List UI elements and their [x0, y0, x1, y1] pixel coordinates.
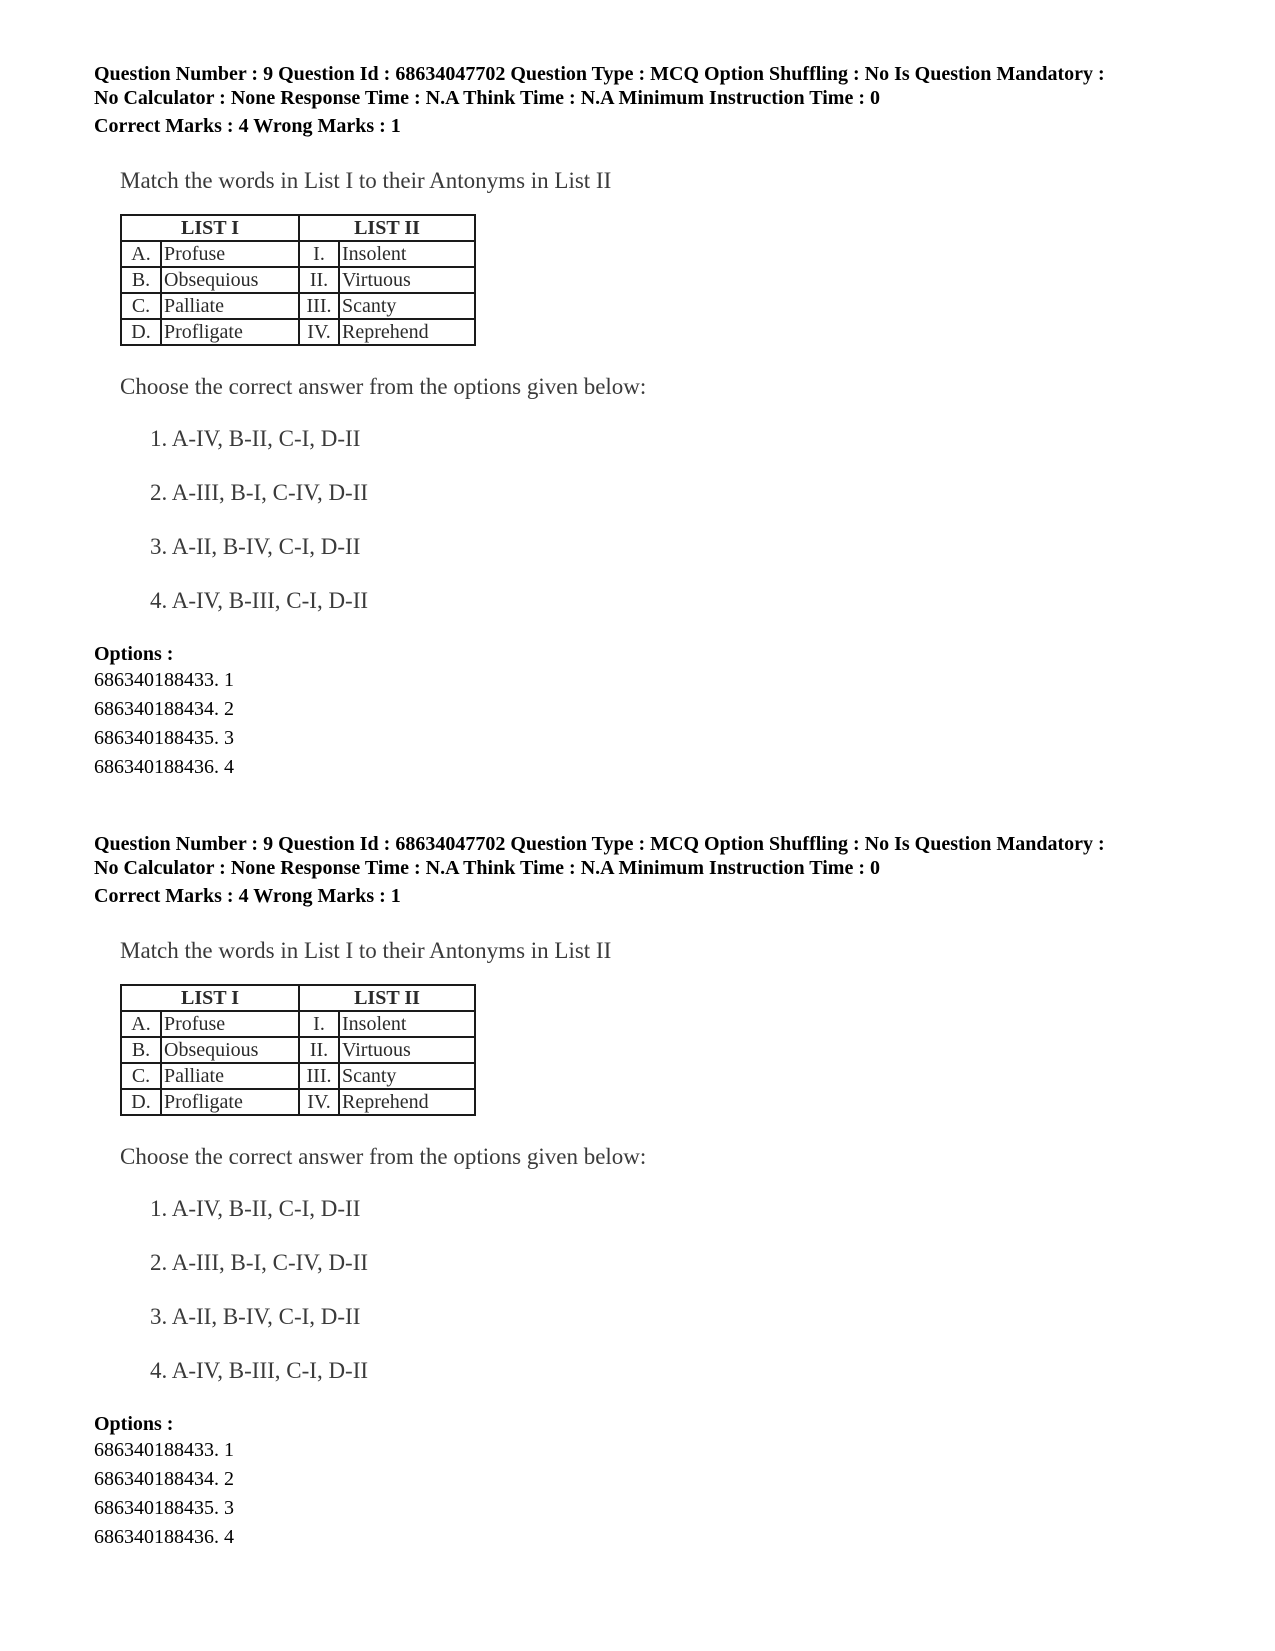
list-1-word: Profligate [161, 319, 299, 345]
table-row [121, 319, 475, 345]
list-2-label: IV. [299, 319, 339, 345]
option-id: 686340188436. 4 [94, 1526, 234, 1548]
list-2-word: Virtuous [339, 1037, 475, 1063]
list-1-header: LIST I [121, 215, 299, 241]
table-row [121, 1089, 475, 1115]
list-2-label: II. [299, 1037, 339, 1063]
list-1-word: Profuse [161, 1011, 299, 1037]
list-1-label: C. [121, 1063, 161, 1089]
question-block-1 [94, 62, 1214, 782]
table-row [121, 267, 475, 293]
option-id-list [94, 666, 1214, 782]
list-1-word: Profligate [161, 1089, 299, 1115]
list-1-word: Obsequious [161, 267, 299, 293]
list-2-word: Virtuous [339, 267, 475, 293]
answer-choice: 4. A-IV, B-III, C-I, D-II [150, 1358, 369, 1383]
list-2-word: Reprehend [339, 1089, 475, 1115]
question-body [120, 936, 1214, 1386]
question-block-2 [94, 832, 1214, 1552]
list-1-label: B. [121, 1037, 161, 1063]
list-1-word: Palliate [161, 1063, 299, 1089]
question-meta-line-2: No Calculator : None Response Time : N.A Think Time : N.A Minimum Instruction Time : 0 [94, 87, 880, 109]
answer-choice: 4. A-IV, B-III, C-I, D-II [150, 588, 369, 613]
choose-instruction: Choose the correct answer from the options given below: [120, 1144, 647, 1169]
list-1-label: D. [121, 1089, 161, 1115]
question-text: Match the words in List I to their Antonyms in List II [120, 938, 612, 963]
options-label: Options : [94, 643, 174, 665]
list-1-label: B. [121, 267, 161, 293]
list-2-label: III. [299, 1063, 339, 1089]
list-1-word: Profuse [161, 241, 299, 267]
answer-choice: 3. A-II, B-IV, C-I, D-II [150, 1304, 361, 1329]
question-marks: Correct Marks : 4 Wrong Marks : 1 [94, 115, 401, 137]
option-id-list [94, 1436, 1214, 1552]
match-table-header [121, 215, 475, 241]
list-2-label: I. [299, 241, 339, 267]
option-id: 686340188433. 1 [94, 669, 234, 691]
option-id: 686340188436. 4 [94, 756, 234, 778]
table-row [121, 1011, 475, 1037]
option-id: 686340188435. 3 [94, 1497, 234, 1519]
answer-choice: 2. A-III, B-I, C-IV, D-II [150, 480, 369, 505]
question-meta-line-1: Question Number : 9 Question Id : 68634047702 Question Type : MCQ Option Shuffling : No Is Question Mandatory : [94, 833, 1105, 855]
question-meta [94, 62, 1214, 110]
question-text: Match the words in List I to their Antonyms in List II [120, 168, 612, 193]
list-1-label: D. [121, 319, 161, 345]
question-meta-line-2: No Calculator : None Response Time : N.A Think Time : N.A Minimum Instruction Time : 0 [94, 857, 880, 879]
list-2-word: Scanty [339, 1063, 475, 1089]
list-1-word: Palliate [161, 293, 299, 319]
choose-instruction: Choose the correct answer from the options given below: [120, 374, 647, 399]
table-row [121, 293, 475, 319]
table-row [121, 241, 475, 267]
option-id: 686340188435. 3 [94, 727, 234, 749]
list-2-label: III. [299, 293, 339, 319]
list-1-header: LIST I [121, 985, 299, 1011]
table-row [121, 1037, 475, 1063]
options-label: Options : [94, 1413, 174, 1435]
option-id: 686340188434. 2 [94, 698, 234, 720]
list-2-header: LIST II [299, 985, 475, 1011]
option-id: 686340188434. 2 [94, 1468, 234, 1490]
list-1-label: A. [121, 1011, 161, 1037]
list-2-label: IV. [299, 1089, 339, 1115]
answer-choice: 1. A-IV, B-II, C-I, D-II [150, 1196, 361, 1221]
question-meta-line-1: Question Number : 9 Question Id : 68634047702 Question Type : MCQ Option Shuffling : No Is Question Mandatory : [94, 63, 1105, 85]
list-2-word: Scanty [339, 293, 475, 319]
list-1-label: A. [121, 241, 161, 267]
list-2-label: I. [299, 1011, 339, 1037]
list-2-word: Reprehend [339, 319, 475, 345]
list-2-word: Insolent [339, 241, 475, 267]
list-1-word: Obsequious [161, 1037, 299, 1063]
question-marks: Correct Marks : 4 Wrong Marks : 1 [94, 885, 401, 907]
table-row [121, 1063, 475, 1089]
answer-choice: 1. A-IV, B-II, C-I, D-II [150, 426, 361, 451]
option-id: 686340188433. 1 [94, 1439, 234, 1461]
list-2-header: LIST II [299, 215, 475, 241]
answer-choice: 2. A-III, B-I, C-IV, D-II [150, 1250, 369, 1275]
question-body [120, 166, 1214, 616]
answer-choice: 3. A-II, B-IV, C-I, D-II [150, 534, 361, 559]
match-table [120, 214, 476, 346]
answer-choices [150, 1194, 1214, 1386]
list-2-label: II. [299, 267, 339, 293]
list-1-label: C. [121, 293, 161, 319]
question-meta [94, 832, 1214, 880]
match-table [120, 984, 476, 1116]
answer-choices [150, 424, 1214, 616]
match-table-header [121, 985, 475, 1011]
list-2-word: Insolent [339, 1011, 475, 1037]
